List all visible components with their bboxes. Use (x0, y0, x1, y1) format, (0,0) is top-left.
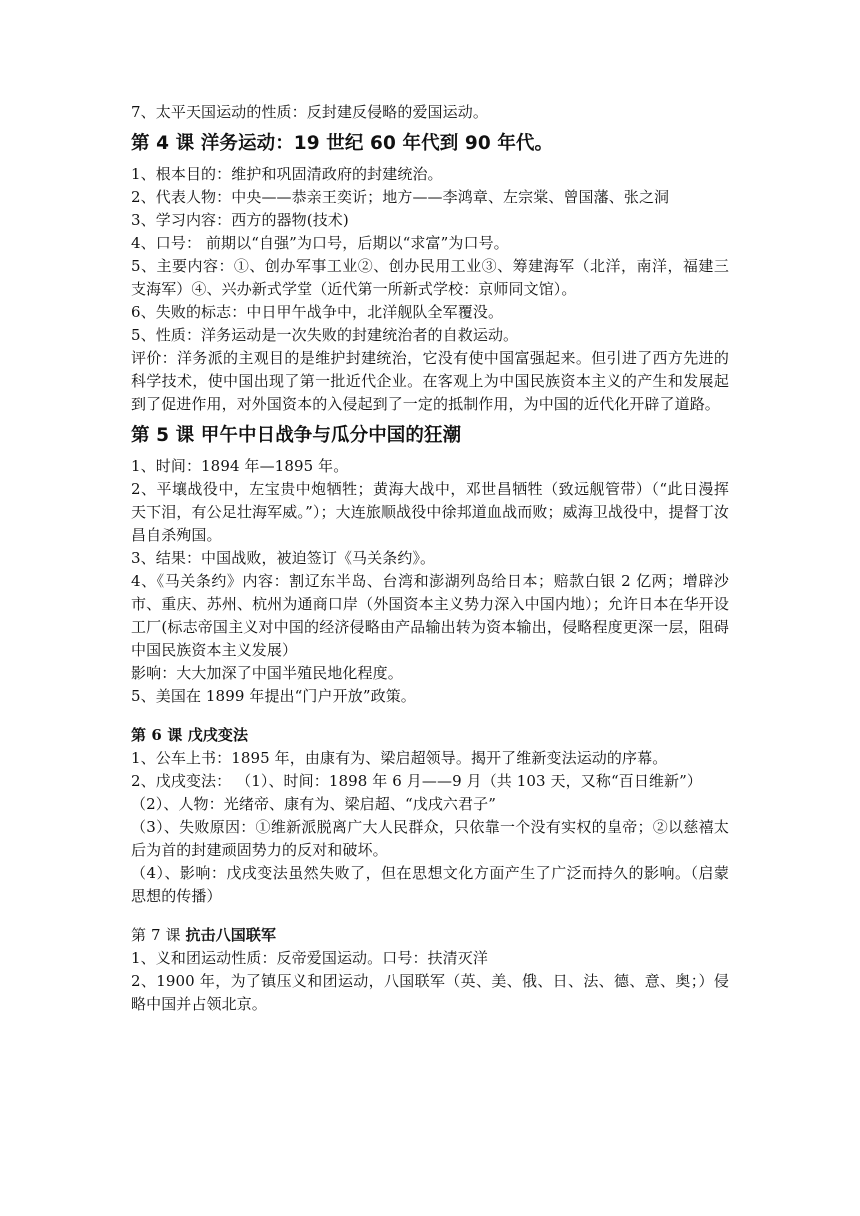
paragraph: 1、公车上书：1895 年，由康有为、梁启超领导。揭开了维新变法运动的序幕。 (131, 749, 668, 767)
lesson-7-number: 第 7 课 (131, 926, 186, 944)
paragraph: 2、代表人物：中央——恭亲王奕䜣；地方——李鸿章、左宗棠、曾国藩、张之洞 (131, 188, 670, 206)
paragraph: 3、结果：中国战败，被迫签订《马关条约》。 (131, 549, 436, 567)
paragraph: 2、1900 年，为了镇压义和团运动，八国联军（英、美、俄、日、法、德、意、奥；）侵略中国并占领北京。 (131, 972, 729, 1013)
lesson-4-heading: 第 4 课 洋务运动：19 世纪 60 年代到 90 年代。 (131, 133, 554, 154)
paragraph: 7、太平天国运动的性质：反封建反侵略的爱国运动。 (131, 103, 488, 121)
document-body (131, 101, 729, 1016)
paragraph: 评价：洋务派的主观目的是维护封建统治，它没有使中国富强起来。但引进了西方先进的科学技术，使中国出现了第一批近代企业。在客观上为中国民族资本主义的产生和发展起到了促进作用，对外国资本的入侵起到了一定的抵制作用，为中国的近代化开辟了道路。 (131, 349, 729, 413)
paragraph: （3）、失败原因：①维新派脱离广大人民群众，只依靠一个没有实权的皇帝；②以慈禧太后为首的封建顽固势力的反对和破坏。 (131, 818, 729, 859)
paragraph: 2、平壤战役中，左宝贵中炮牺牲；黄海大战中，邓世昌牺牲（致远舰管带）（“此日漫挥天下泪，有公足壮海军威。”）；大连旅顺战役中徐邦道血战而败；威海卫战役中，提督丁汝昌自杀殉国。 (131, 480, 729, 544)
lesson-6-heading: 第 6 课 戊戌变法 (131, 726, 249, 744)
lesson-5-heading: 第 5 课 甲午中日战争与瓜分中国的狂潮 (131, 425, 462, 446)
paragraph: 1、根本目的：维护和巩固清政府的封建统治。 (131, 165, 443, 183)
paragraph: 影响：大大加深了中国半殖民地化程度。 (131, 664, 403, 682)
paragraph: 4、口号： 前期以“自强”为口号，后期以“求富”为口号。 (131, 234, 509, 252)
paragraph: 4、《马关条约》内容：割辽东半岛、台湾和澎湖列岛给日本；赔款白银 2 亿两；增辟沙市、重庆、苏州、杭州为通商口岸（外国资本主义势力深入中国内地）；允许日本在华开设工厂(标志帝国主义对中国的经济侵略由产品输出转为资本输出，侵略程度更深一层，阻碍中国民族资本主义发展） (131, 572, 729, 659)
paragraph: 2、戊戌变法： （1）、时间：1898 年 6 月——9 月（共 103 天，又称“百日维新”） (131, 772, 702, 790)
paragraph: 5、主要内容：①、创办军事工业②、创办民用工业③、筹建海军（北洋，南洋，福建三支海军）④、兴办新式学堂（近代第一所新式学校：京师同文馆）。 (131, 257, 729, 298)
paragraph: 5、性质：洋务运动是一次失败的封建统治者的自救运动。 (131, 326, 519, 344)
paragraph: 5、美国在 1899 年提出“门户开放”政策。 (131, 687, 416, 705)
paragraph: 3、学习内容：西方的器物(技术) (131, 211, 349, 229)
lesson-7-title: 抗击八国联军 (185, 926, 277, 944)
paragraph: 1、时间：1894 年—1895 年。 (131, 457, 349, 475)
paragraph: （4）、影响：戊戌变法虽然失败了，但在思想文化方面产生了广泛而持久的影响。（启蒙思想的传播） (131, 864, 729, 905)
paragraph: 1、义和团运动性质：反帝爱国运动。口号：扶清灭洋 (131, 949, 488, 967)
paragraph: 6、失败的标志：中日甲午战争中，北洋舰队全军覆没。 (131, 303, 504, 321)
lesson-7-heading (131, 924, 729, 947)
paragraph: （2）、人物：光绪帝、康有为、梁启超、“戊戌六君子” (131, 795, 496, 813)
